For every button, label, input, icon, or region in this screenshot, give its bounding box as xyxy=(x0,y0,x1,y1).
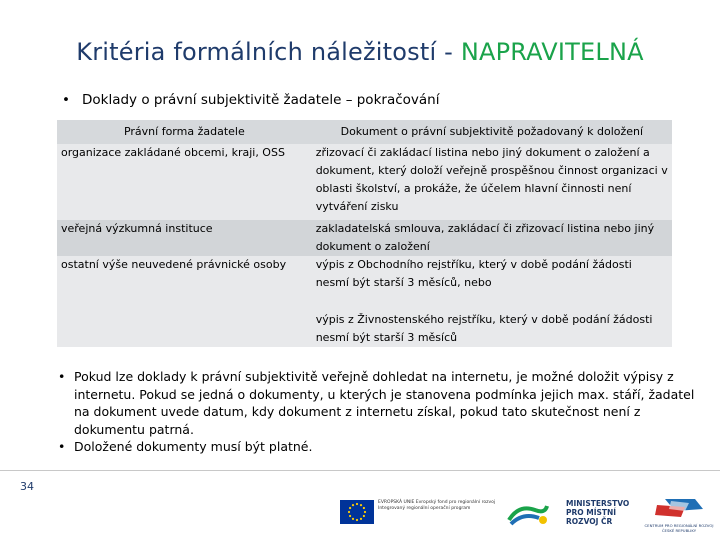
table-row xyxy=(57,256,672,347)
regional-centre-text: CENTRUM PRO REGIONÁLNÍ ROZVOJ ČESKÉ REPUBLIKY xyxy=(644,523,714,533)
note-text: Pokud lze doklady k právní subjektivitě veřejně dohledat na internetu, je možné doložit výpisy z internetu. Pokud se jedná o dokumenty, u kterých je stanovena podmínka jejich max. stáří, žadatel na dokument uvede datum, kdy dokument z internetu získal, pokud tato skutečnost není z dokumentu patrná. xyxy=(74,369,695,437)
cell-legal-form: organizace zakládané obcemi, kraji, OSS xyxy=(57,144,312,220)
ministry-line: MINISTERSTVO xyxy=(566,499,630,508)
document-option-2: výpis z Živnostenského rejstříku, který v době podání žádosti nesmí být starší 3 měsíců xyxy=(315,313,653,344)
bullet-dot-icon: • xyxy=(58,439,66,454)
ministry-logo-icon xyxy=(505,500,551,528)
ministry-name xyxy=(566,499,629,526)
intro-bullet xyxy=(62,92,439,108)
ministry-line: ROZVOJ ČR xyxy=(566,517,613,526)
bullet-dot-icon: • xyxy=(62,92,70,108)
ministry-line: PRO MÍSTNÍ xyxy=(566,508,617,517)
list-item xyxy=(58,438,698,456)
document-option-1: výpis z Obchodního rejstříku, který v době podání žádosti nesmí být starší 3 měsíců, nebo xyxy=(315,258,632,289)
title-main: Kritéria formálních náležitostí - xyxy=(76,38,461,66)
table-row xyxy=(57,220,672,256)
table-header-row xyxy=(57,120,672,144)
slide-title xyxy=(0,38,720,66)
table-row xyxy=(57,144,672,220)
footer-divider xyxy=(0,470,720,471)
notes-list xyxy=(58,368,698,456)
eu-flag-icon xyxy=(340,500,374,524)
bullet-dot-icon: • xyxy=(58,369,66,384)
note-text: Doložené dokumenty musí být platné. xyxy=(74,439,313,454)
cell-legal-form: ostatní výše neuvedené právnické osoby xyxy=(57,256,312,347)
header-document: Dokument o právní subjektivitě požadovaný k doložení xyxy=(312,120,672,144)
header-legal-form: Právní forma žadatele xyxy=(57,120,312,144)
eu-fund-text: EVROPSKÁ UNIE Evropský fond pro regionální rozvoj Integrovaný regionální operační program xyxy=(378,500,496,511)
list-item xyxy=(58,368,698,438)
cell-document: zakladatelská smlouva, zakládací či zřizovací listina nebo jiný dokument o založení xyxy=(312,220,672,256)
legal-form-table xyxy=(57,120,672,347)
cell-document xyxy=(312,256,672,347)
title-highlight: NAPRAVITELNÁ xyxy=(460,38,644,66)
cell-document: zřizovací či zakládací listina nebo jiný dokument o založení a dokument, který doloží veřejně prospěšnou činnost organizaci v oblasti školství, a prokáže, že účelem hlavní činnosti není vytváření zisku xyxy=(312,144,672,220)
intro-bullet-text: Doklady o právní subjektivitě žadatele – pokračování xyxy=(81,92,440,108)
cell-legal-form: veřejná výzkumná instituce xyxy=(57,220,312,256)
page-number: 34 xyxy=(20,480,34,493)
